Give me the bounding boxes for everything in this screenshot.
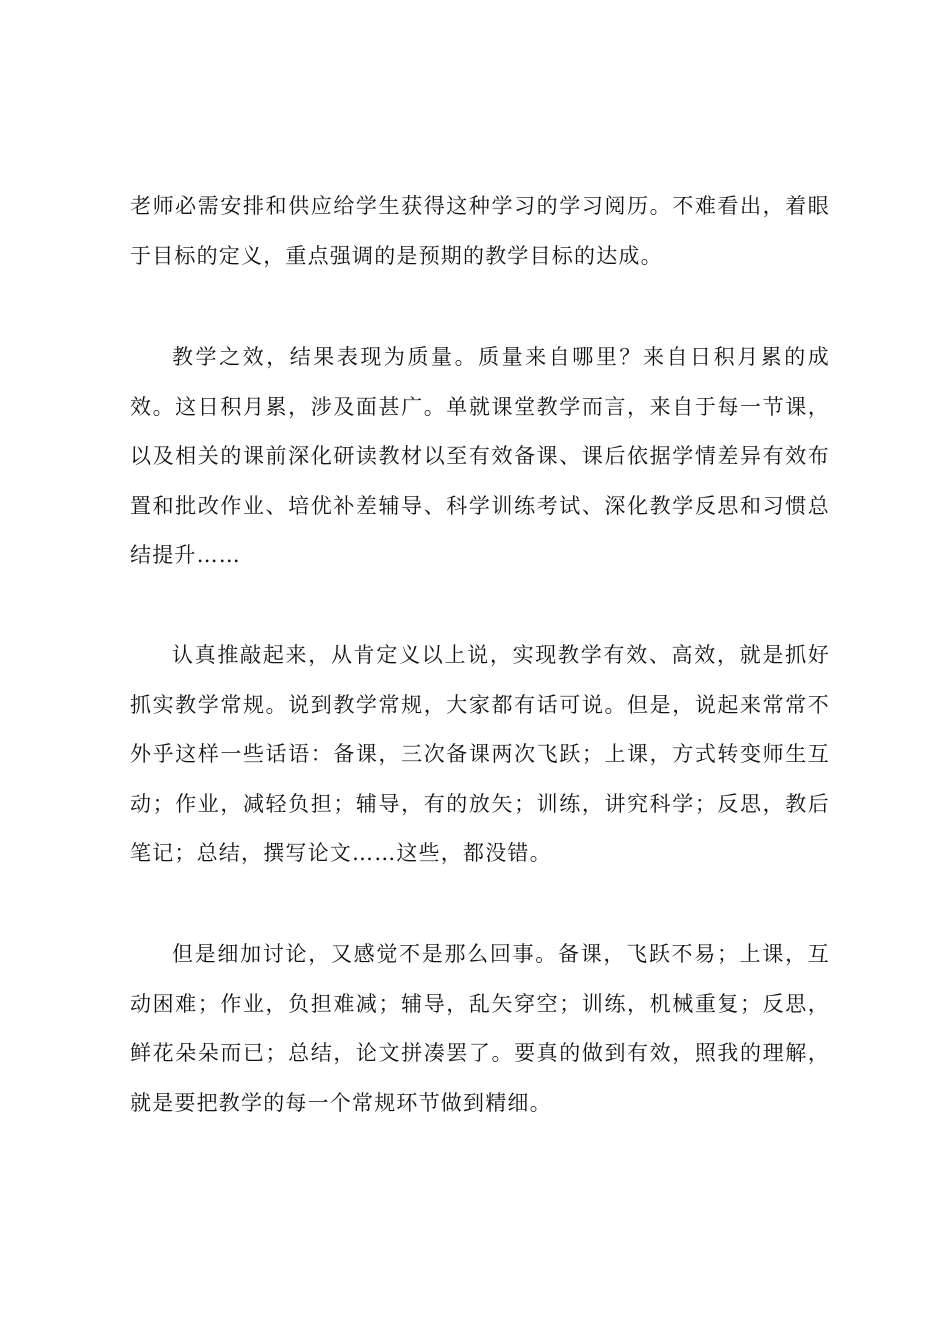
paragraph-2: 教学之效，结果表现为质量。质量来自哪里？来自日积月累的成效。这日积月累，涉及面甚广。单就课堂教学而言，来自于每一节课，以及相关的课前深化研读教材以至有效备课、课后依据学情差异有效布置和批改作业、培优补差辅导、科学训练考试、深化教学反思和习惯总结提升……: [130, 345, 830, 567]
paragraph-4: 但是细加讨论，又感觉不是那么回事。备课，飞跃不易；上课，互动困难；作业，负担难减；辅导，乱矢穿空；训练，机械重复；反思，鲜花朵朵而已；总结，论文拼凑罢了。要真的做到有效，照我的理解，就是要把教学的每一个常规环节做到精细。: [130, 942, 830, 1115]
paragraph-3: 认真推敲起来，从肯定义以上说，实现教学有效、高效，就是抓好抓实教学常规。说到教学常规，大家都有话可说。但是，说起来常常不外乎这样一些话语：备课，三次备课两次飞跃；上课，方式转变师生互动；作业，减轻负担；辅导，有的放矢；训练，讲究科学；反思，教后笔记；总结，撰写论文……这些，都没错。: [130, 643, 830, 865]
paragraph-1: 老师必需安排和供应给学生获得这种学习的学习阅历。不难看出，着眼于目标的定义，重点强调的是预期的教学目标的达成。: [130, 194, 830, 268]
